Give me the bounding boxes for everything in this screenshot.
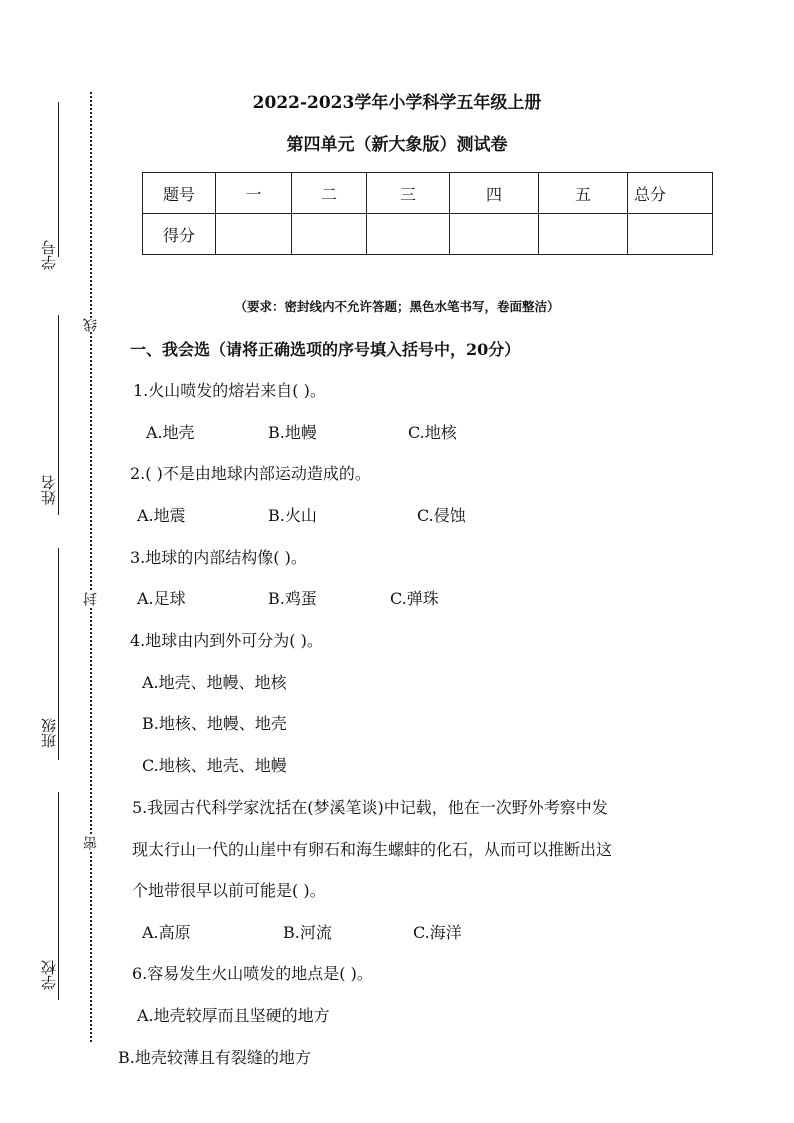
q2-option-a: A.地震 — [137, 506, 186, 525]
page-title-line2: 第四单元（新大象版）测试卷 — [286, 135, 508, 155]
question-5-line3: 个地带很早以前可能是( )。 — [132, 881, 326, 900]
class-label: 班级 — [40, 718, 58, 748]
q3-option-c: C.弹珠 — [390, 589, 439, 608]
name-label: 姓名 — [40, 475, 58, 505]
score-cell-blank[interactable] — [292, 214, 367, 255]
q6-option-a: A.地壳较厚而且坚硬的地方 — [137, 1006, 330, 1025]
score-cell-blank[interactable] — [539, 214, 628, 255]
section-heading: 一、我会选（请将正确选项的序号填入括号中，20分） — [130, 340, 521, 359]
score-cell-label: 题号 — [143, 173, 216, 214]
seal-char-xian: 线 — [83, 318, 99, 332]
seal-char-feng: 封 — [83, 592, 99, 606]
q4-option-b: B.地核、地幔、地壳 — [142, 714, 287, 733]
exam-requirement-note: （要求：密封线内不允许答题；黑色水笔书写，卷面整洁） — [234, 299, 560, 314]
page-title-line1: 2022-2023学年小学科学五年级上册 — [252, 93, 542, 113]
margin-line-1 — [58, 102, 59, 257]
score-cell-header: 二 — [292, 173, 367, 214]
question-5-line1: 5.我园古代科学家沈括在(梦溪笔谈)中记载，他在一次野外考察中发 — [132, 798, 608, 817]
score-cell-label: 得分 — [143, 214, 216, 255]
q6-option-b: B.地壳较薄且有裂缝的地方 — [118, 1048, 311, 1067]
score-cell-header: 四 — [450, 173, 539, 214]
q2-option-b: B.火山 — [268, 506, 317, 525]
score-cell-header: 一 — [216, 173, 292, 214]
question-2: 2.( )不是由地球内部运动造成的。 — [130, 464, 371, 483]
seal-char-mi: 密 — [83, 836, 99, 850]
question-3: 3.地球的内部结构像( )。 — [130, 548, 307, 567]
score-cell-blank[interactable] — [367, 214, 450, 255]
question-1: 1.火山喷发的熔岩来自( )。 — [133, 381, 326, 400]
question-6: 6.容易发生火山喷发的地点是( )。 — [132, 964, 373, 983]
seal-dotted-line — [90, 92, 92, 1042]
score-cell-blank[interactable] — [216, 214, 292, 255]
q4-option-a: A.地壳、地幔、地核 — [142, 673, 287, 692]
question-4: 4.地球由内到外可分为( )。 — [130, 631, 323, 650]
q3-option-b: B.鸡蛋 — [268, 589, 317, 608]
student-id-label: 学号 — [40, 240, 58, 270]
question-5-line2: 现太行山一代的山崖中有卵石和海生螺蚌的化石，从而可以推断出这 — [132, 840, 613, 859]
school-label: 学校 — [40, 960, 58, 990]
q1-option-b: B.地幔 — [268, 423, 317, 442]
score-cell-header: 五 — [539, 173, 628, 214]
q1-option-a: A.地壳 — [146, 423, 195, 442]
q4-option-c: C.地核、地壳、地幔 — [142, 756, 287, 775]
q3-option-a: A.足球 — [137, 589, 186, 608]
score-table — [142, 172, 713, 255]
score-cell-header: 总分 — [628, 173, 713, 214]
score-cell-blank[interactable] — [628, 214, 713, 255]
q5-option-a: A.高原 — [142, 923, 191, 942]
score-table-header-row — [143, 173, 713, 214]
score-cell-header: 三 — [367, 173, 450, 214]
q5-option-c: C.海洋 — [413, 923, 462, 942]
q1-option-c: C.地核 — [408, 423, 457, 442]
score-table-score-row — [143, 214, 713, 255]
q5-option-b: B.河流 — [283, 923, 332, 942]
score-cell-blank[interactable] — [450, 214, 539, 255]
q2-option-c: C.侵蚀 — [417, 506, 466, 525]
